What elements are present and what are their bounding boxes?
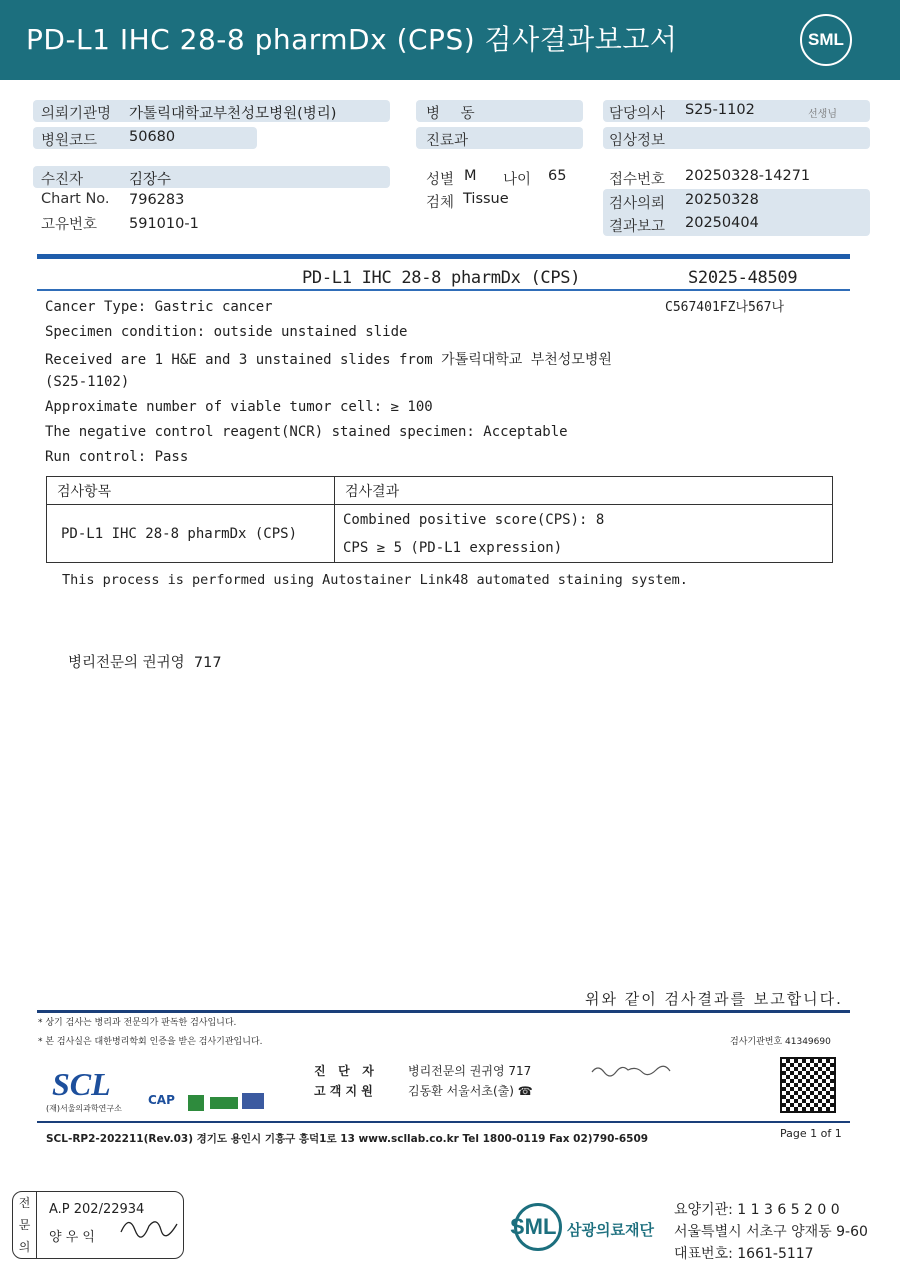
diagnosis-value: 병리전문의 권귀영 717 [408,1064,532,1078]
specimen-code: C567401FZ나567나 [665,300,785,315]
client-support-value: 김동환 서울서초(출) ☎ [408,1084,533,1098]
hospital-code-label: 병원코드 [41,133,98,149]
chart-label: Chart No. [41,191,110,207]
ward-label: 병 동 [426,106,483,122]
cert-logo-1 [188,1095,204,1111]
qr-code[interactable] [780,1057,836,1113]
stamp-char-3: 의 [18,1240,31,1254]
patient-value: 김장수 [129,172,172,188]
institution-value: 가톨릭대학교부천성모병원(병리) [129,106,337,122]
footer-divider-bottom [37,1121,850,1123]
specimen-value: Tissue [463,191,509,207]
cert-logo-2 [210,1097,238,1109]
foundation-phone: 대표번호: 1661-5117 [674,1246,814,1262]
uid-value: 591010-1 [129,216,199,232]
col-test-item: 검사항목 [47,477,335,505]
patient-row [33,166,390,188]
result-cps-expression: CPS ≥ 5 (PD-L1 expression) [343,539,563,556]
request-label: 검사의뢰 [609,196,666,212]
title-divider [37,289,850,291]
result-row [47,505,833,563]
line-specimen-condition: Specimen condition: outside unstained slide [45,324,408,340]
report-date-value: 20250404 [685,215,759,231]
result-table [46,476,833,563]
test-title: PD-L1 IHC 28-8 pharmDx (CPS) [302,268,581,288]
stamp-char-1: 전 [18,1196,31,1210]
process-note: This process is performed using Autostainer Link48 automated staining system. [62,572,688,588]
sex-value: M [464,168,477,184]
cap-logo: CAP [148,1093,175,1107]
sml-logo [800,14,852,66]
chart-value: 796283 [129,192,185,208]
scl-name: (재)서울의과학연구소 [46,1104,122,1113]
result-cps-score: Combined positive score(CPS): 8 [343,511,605,528]
col-test-result: 검사결과 [335,477,833,505]
top-divider [37,254,850,259]
report-title: PD-L1 IHC 28-8 pharmDx (CPS) 검사결과보고서 [26,23,678,56]
receipt-value: 20250328-14271 [685,168,811,184]
confirm-text: 위와 같이 검사결과를 보고합니다. [585,990,843,1008]
stamp-signature [117,1210,181,1246]
age-value: 65 [548,168,567,184]
report-number: S2025-48509 [688,268,798,288]
header-bar [0,0,900,80]
footer-note-1: * 상기 검사는 병리과 전문의가 판독한 검사입니다. [38,1018,237,1028]
foundation-name: 삼광의료재단 [567,1221,654,1239]
doctor-label: 담당의사 [609,106,666,122]
clinical-label: 임상정보 [609,133,666,149]
pathologist-stamp [12,1191,184,1259]
result-cell [335,505,833,563]
footer-note-2: * 본 검사실은 대한병리학회 인증을 받은 검사기관입니다. [38,1037,263,1047]
sml-logo-text: SML [808,30,844,49]
line-case-number: (S25-1102) [45,374,130,390]
foundation-address: 서울특별시 서초구 양재동 9-60 [674,1224,868,1240]
hospital-code-value: 50680 [129,129,176,145]
line-tumor-cell: Approximate number of viable tumor cell: ≥ 100 [45,399,433,415]
stamp-char-2: 문 [18,1218,31,1232]
scl-logo: SCL [52,1066,111,1102]
page-number: Page 1 of 1 [780,1127,842,1140]
diagnosis-label: 진 단 자 [314,1064,374,1078]
stamp-line-1: A.P 202/22934 [49,1202,145,1217]
result-test-item: PD-L1 IHC 28-8 pharmDx (CPS) [47,505,335,563]
care-institution-code: 요양기관: 1 1 3 6 5 2 0 0 [674,1202,840,1218]
stamp-line-2: 양 우 익 [49,1230,95,1245]
footer-address: SCL-RP2-202211(Rev.03) 경기도 용인시 기흥구 흥덕1로 13 www.scllab.co.kr Tel 1800-0119 Fax 02)790-6509 [46,1133,649,1145]
sml-bottom-logo: SML [510,1214,557,1239]
result-table-header [47,477,833,505]
line-negative-control: The negative control reagent(NCR) stained specimen: Acceptable [45,424,568,440]
stamp-side [13,1192,37,1258]
uid-label: 고유번호 [41,217,98,233]
sex-label: 성별 [426,172,455,188]
age-label: 나이 [503,172,532,188]
line-received: Received are 1 H&E and 3 unstained slides from 가톨릭대학교 부천성모병원 [45,352,612,368]
pathologist-signature: 병리전문의 권귀영 717 [68,655,222,671]
footer-divider-top [37,1010,850,1013]
patient-label: 수진자 [41,172,84,188]
specimen-label: 검체 [426,195,455,211]
line-cancer-type: Cancer Type: Gastric cancer [45,299,273,315]
doctor-value: S25-1102 [685,102,755,118]
dept-label: 진료과 [426,133,469,149]
cert-logo-3 [242,1093,264,1109]
doctor-suffix: 선생님 [808,109,837,120]
receipt-label: 접수번호 [609,172,666,188]
report-date-label: 결과보고 [609,219,666,235]
request-value: 20250328 [685,192,759,208]
signature-scribble [590,1062,680,1078]
institution-label: 의뢰기관명 [41,106,112,122]
client-support-label: 고 객 지 원 [314,1084,373,1098]
line-run-control: Run control: Pass [45,449,189,465]
org-number: 검사기관번호 41349690 [730,1037,831,1047]
